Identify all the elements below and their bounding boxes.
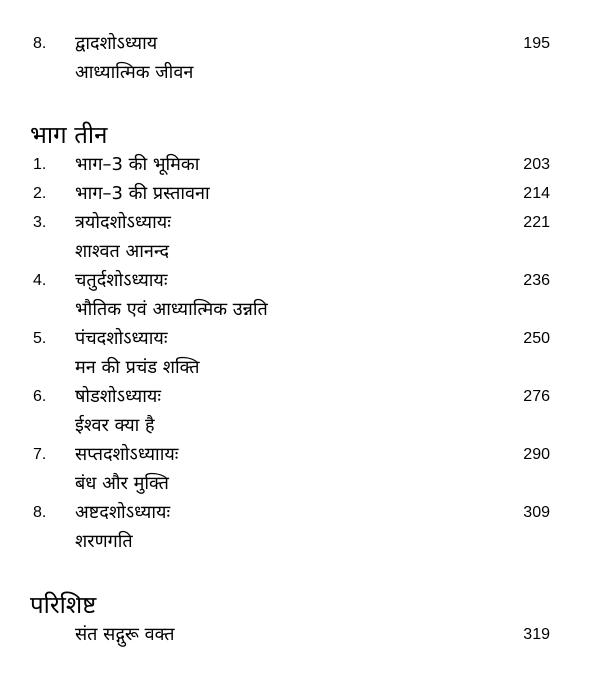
section-heading-appendix: परिशिष्ट [30, 591, 97, 619]
entry-subtitle: आध्यात्मिक जीवन [75, 62, 194, 83]
entry-title: सप्तदशोऽध्याायः [75, 444, 179, 465]
entry-subtitle: मन की प्रचंड शक्ति [75, 357, 200, 378]
entry-page-number: 290 [523, 446, 550, 463]
entry-page-number: 236 [523, 272, 550, 289]
entry-number: 5. [33, 330, 47, 347]
entry-subtitle: बंध और मुक्ति [75, 473, 169, 494]
entry-number: 1. [33, 156, 47, 173]
entry-title: भाग–3 की प्रस्तावना [75, 183, 210, 204]
entry-page-number: 309 [523, 504, 550, 521]
entry-number: 6. [33, 388, 47, 405]
entry-title: चतुर्दशोऽध्यायः [75, 270, 168, 291]
entry-title: त्रयोदशोऽध्यायः [75, 212, 171, 233]
entry-title: पंचदशोऽध्यायः [75, 328, 168, 349]
entry-page-number: 195 [523, 35, 550, 52]
entry-number: 2. [33, 185, 47, 202]
entry-page-number: 221 [523, 214, 550, 231]
entry-subtitle: भौतिक एवं आध्यात्मिक उन्नति [75, 299, 268, 320]
entry-title: षोडशोऽध्यायः [75, 386, 161, 407]
entry-number: 3. [33, 214, 47, 231]
entry-page-number: 203 [523, 156, 550, 173]
entry-title: अष्टदशोऽध्यायः [75, 502, 171, 523]
entry-number: 8. [33, 504, 47, 521]
entry-number: 7. [33, 446, 47, 463]
entry-page-number: 276 [523, 388, 550, 405]
entry-page-number: 250 [523, 330, 550, 347]
entry-number: 4. [33, 272, 47, 289]
section-heading-part-three: भाग तीन [30, 121, 108, 149]
entry-subtitle: शाश्वत आनन्द [75, 241, 170, 262]
entry-title: द्वादशोऽध्याय [75, 33, 158, 54]
entry-subtitle: शरणगति [75, 531, 133, 552]
entry-title: संत सद्गुरू वक्त [75, 624, 175, 645]
entry-title: भाग–3 की भूमिका [75, 154, 200, 175]
entry-number: 8. [33, 35, 47, 52]
entry-page-number: 214 [523, 185, 550, 202]
entry-page-number: 319 [523, 626, 550, 643]
entry-subtitle: ईश्वर क्या है [75, 415, 155, 436]
